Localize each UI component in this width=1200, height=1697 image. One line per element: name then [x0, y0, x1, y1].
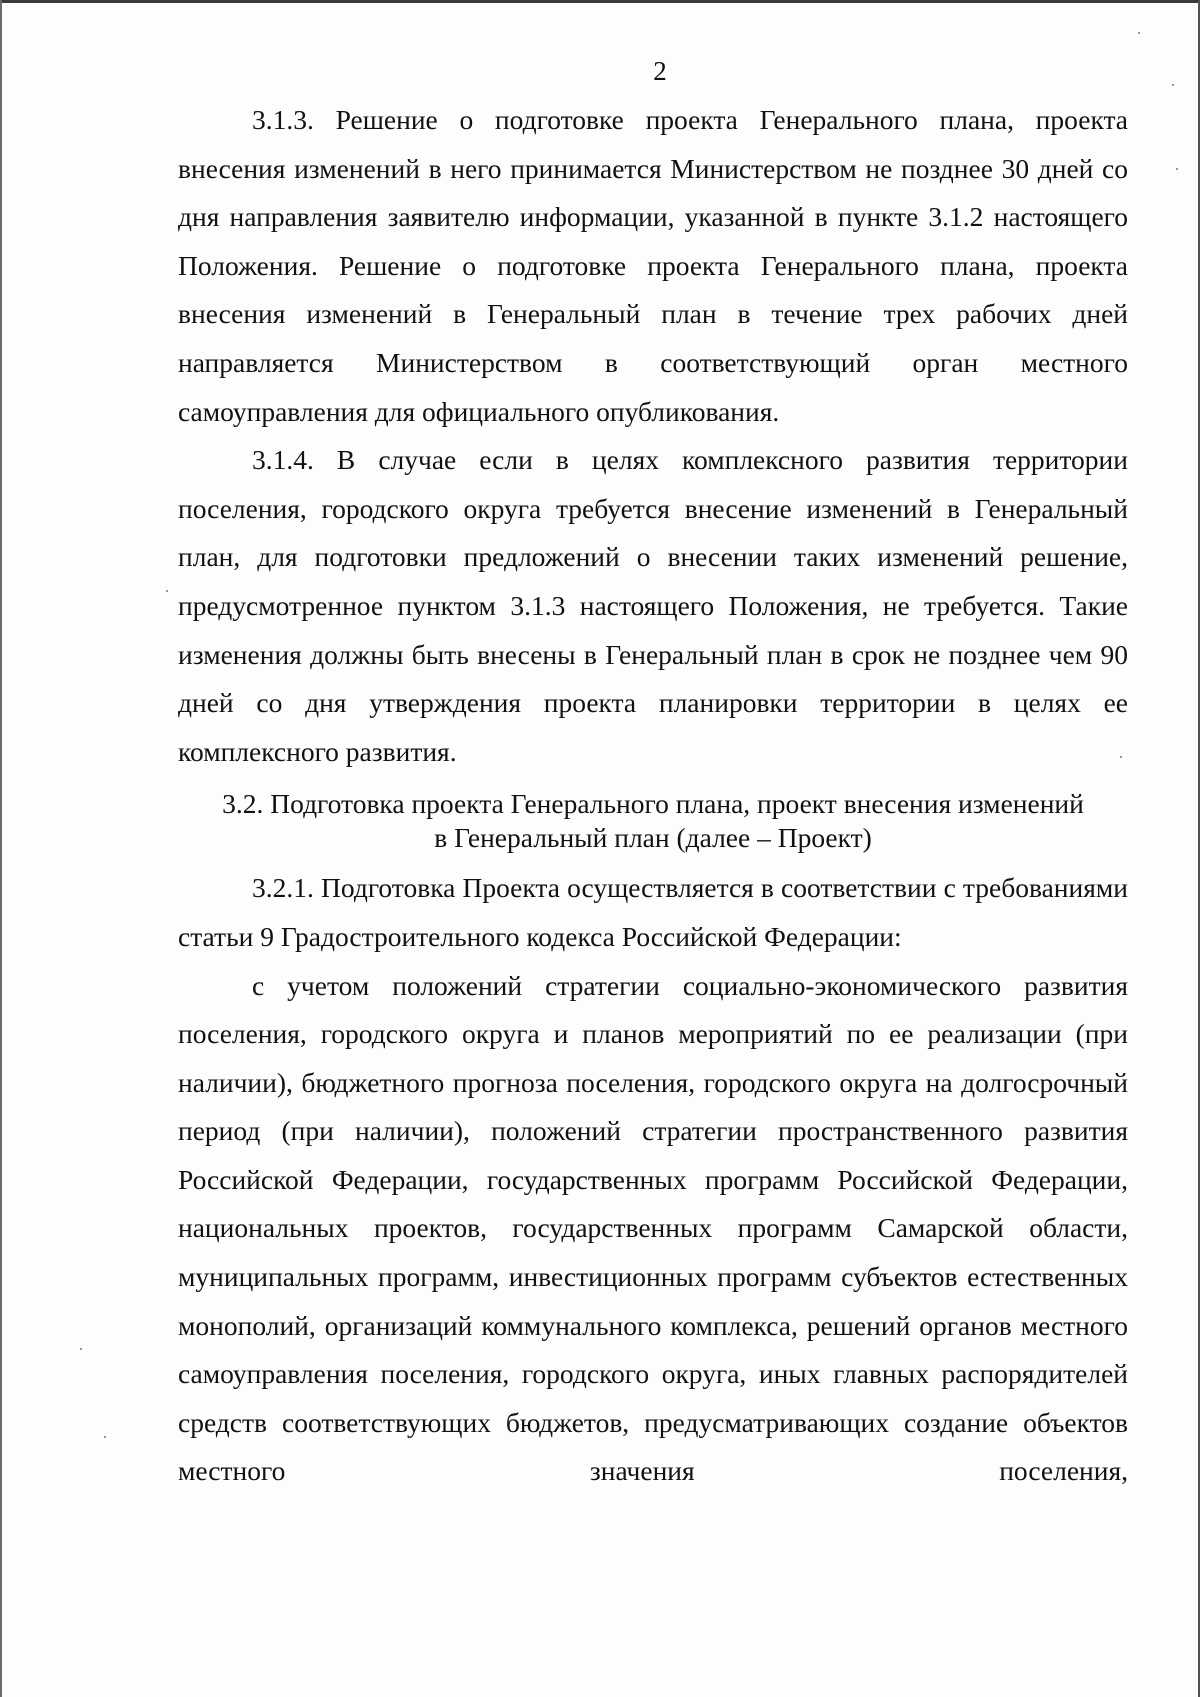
paragraph-3-2-1: 3.2.1. Подготовка Проекта осуществляется в соответствии с требованиями статьи 9 Градостроительного кодекса Российской Федерации:	[178, 872, 1128, 952]
paragraph-3-1-4: 3.1.4. В случае если в целях комплексного развития территории поселения, городского округа требуется внесение изменений в Генеральный план, для подготовки предложений о внесении таких изменений решение, предусмотренное пунктом 3.1.3 настоящего Положения, не требуется. Такие изменения должны быть внесены в Генеральный план в срок не позднее чем 90 дней со дня утверждения проекта планировки территории в целях ее комплексного развития.	[178, 444, 1128, 767]
paragraph-3-1-3: 3.1.3. Решение о подготовке проекта Генерального плана, проекта внесения изменений в него принимается Министерством не позднее 30 дней со дня направления заявителю информации, указанной в пункте 3.1.2 настоящего Положения. Решение о подготовке проекта Генерального плана, проекта внесения изменений в Генеральный план в течение трех рабочих дней направляется Министерством в соответствующий орган местного самоуправления для официального опубликования.	[178, 104, 1128, 427]
paragraph-3-2-1-list-item: с учетом положений стратегии социально-экономического развития поселения, городского округа и планов мероприятий по ее реализации (при наличии), бюджетного прогноза поселения, городского округа на долгосрочный период (при наличии), положений стратегии пространственного развития Российской Федерации, государственных программ Российской Федерации, национальных проектов, государственных программ Самарской области, муниципальных программ, инвестиционных программ субъектов естественных монополий, организаций коммунального комплекса, решений органов местного самоуправления поселения, городского округа, иных главных распорядителей средств соответствующих бюджетов, предусматривающих создание объектов местного значения поселения,	[178, 969, 1128, 1487]
scan-speck	[80, 1348, 82, 1350]
scan-speck	[1120, 756, 1122, 758]
scan-speck	[1176, 168, 1178, 170]
section-heading-line-2: в Генеральный план (далее – Проект)	[434, 822, 872, 854]
section-heading-3-2	[178, 787, 1128, 855]
scan-speck	[166, 590, 168, 592]
scan-speck	[104, 1436, 106, 1438]
page-number: 2	[653, 56, 667, 86]
scan-speck	[1172, 84, 1174, 86]
document-body	[178, 96, 1128, 1496]
page-left-edge	[0, 0, 2, 1697]
scan-speck	[1138, 32, 1140, 34]
page-top-edge	[0, 0, 1200, 3]
section-heading-line-1: 3.2. Подготовка проекта Генерального плана, проект внесения изменений	[222, 788, 1084, 820]
